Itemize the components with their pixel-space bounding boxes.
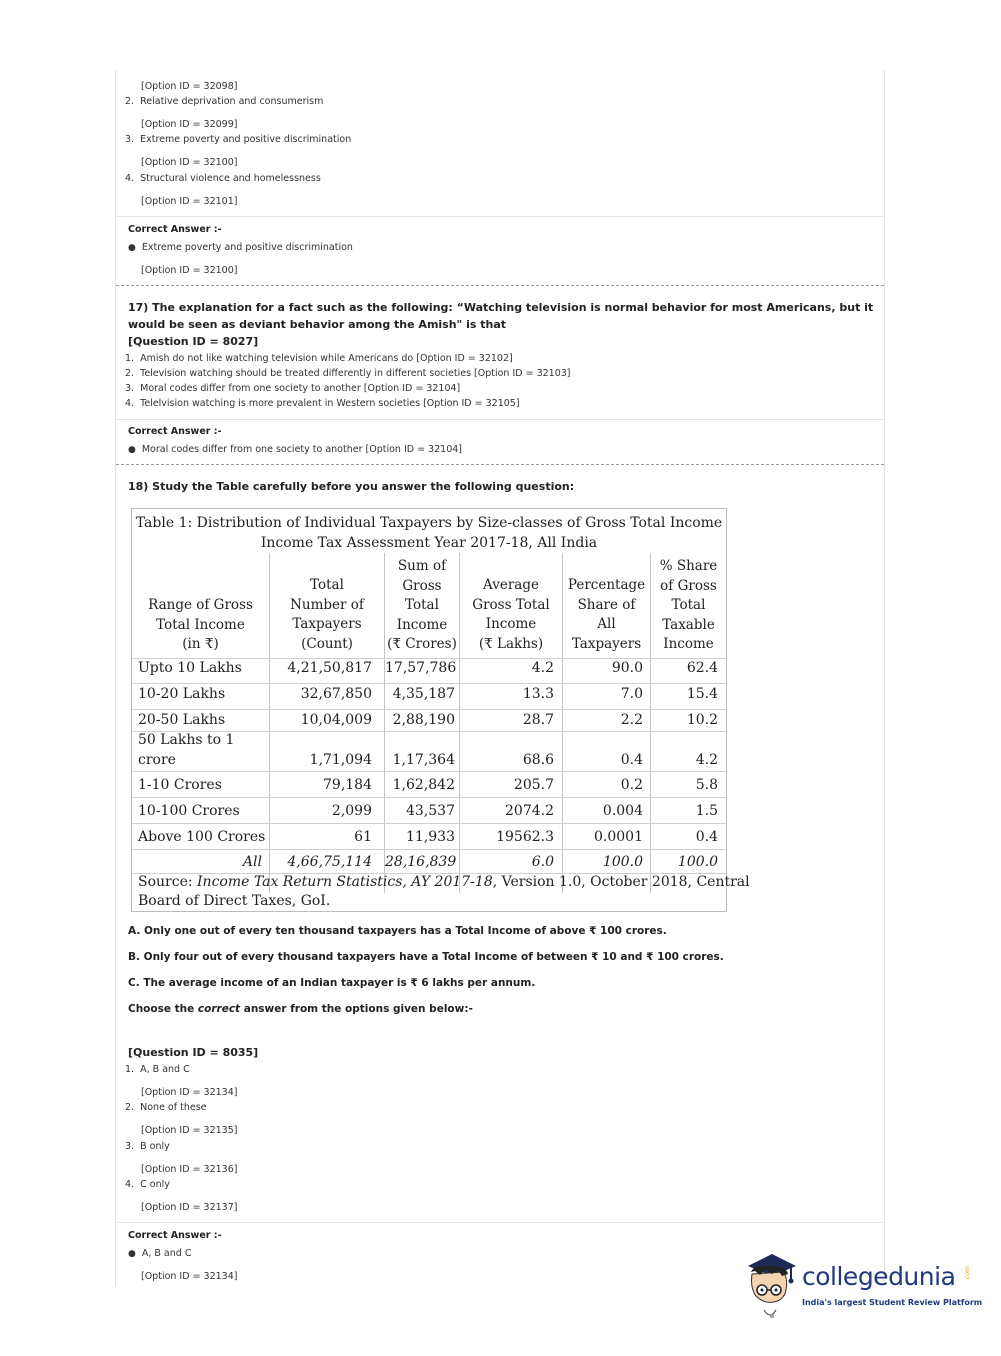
page-border-left — [115, 70, 116, 1286]
option-number: 1. — [125, 1064, 135, 1075]
question-text-line: 17) The explanation for a fact such as the following: “Watching television is normal behavior for most Americans, but it — [128, 301, 874, 314]
header-line: Gross Total — [472, 596, 550, 613]
option-1[interactable] — [125, 353, 513, 365]
cell-range: Upto 10 Lakhs — [138, 660, 242, 676]
header-line: Sum of — [397, 558, 447, 574]
header-line: Number of — [290, 596, 364, 613]
brand-suffix: .com — [963, 1266, 971, 1281]
row-rule — [132, 797, 726, 798]
option-4[interactable] — [125, 1179, 170, 1191]
option-3[interactable] — [125, 134, 351, 146]
cell-sum: 17,57,786 — [385, 660, 457, 676]
question-separator — [116, 464, 884, 465]
option-3[interactable] — [125, 383, 460, 395]
cell-percentage: 7.0 — [620, 686, 643, 702]
option-4[interactable] — [125, 398, 520, 410]
cell-average: 13.3 — [522, 686, 554, 702]
cell-range-continued: crore — [138, 752, 176, 768]
question-text-line: would be seen as deviant behavior among the Amish" is that — [128, 318, 507, 331]
header-line: (in ₹) — [182, 636, 219, 652]
bullet-icon: ● — [128, 445, 136, 455]
header-line: Total — [671, 597, 706, 613]
option-text: Television watching should be treated differently in different societies [Option ID = 32103] — [140, 368, 571, 379]
header-line: Total — [405, 597, 439, 613]
cell-average: 19562.3 — [496, 829, 554, 845]
cell-count: 32,67,850 — [300, 686, 372, 702]
cell-share: 10.2 — [686, 712, 718, 728]
correct-option-id: [Option ID = 32100] — [141, 265, 238, 276]
header-line: Taxpayers — [571, 635, 642, 652]
header-line: % Share — [659, 558, 718, 574]
option-number: 2. — [125, 368, 135, 379]
header-line: Income — [396, 616, 448, 633]
option-id: [Option ID = 32137] — [141, 1202, 238, 1213]
cell-sum: 28,16,839 — [385, 854, 457, 870]
option-text: A, B and C — [140, 1064, 190, 1075]
statement-b: B. Only four out of every thousand taxpayers have a Total Income of between ₹ 10 and ₹ 100 crores. — [128, 951, 724, 963]
header-line: Average — [483, 577, 539, 593]
option-id: [Option ID = 32100] — [141, 157, 238, 168]
header-line: Total — [310, 577, 344, 593]
option-text: Structural violence and homelessness — [140, 173, 321, 184]
source-prefix: Source: — [138, 874, 198, 890]
option-id: [Option ID = 32099] — [141, 119, 238, 130]
row-rule — [132, 771, 726, 772]
header-line: Taxable — [662, 616, 715, 633]
cell-share: 100.0 — [677, 854, 718, 870]
statement-c: C. The average income of an Indian taxpayer is ₹ 6 lakhs per annum. — [128, 977, 536, 989]
cell-count: 79,184 — [323, 777, 372, 793]
option-text: None of these — [140, 1102, 207, 1113]
instruction-emphasis: correct — [197, 1003, 241, 1015]
header-line: Share of — [577, 596, 636, 613]
cell-sum: 4,35,187 — [392, 686, 455, 702]
row-rule — [132, 683, 726, 684]
cell-percentage: 0.0001 — [594, 829, 643, 845]
option-1[interactable] — [125, 1064, 190, 1076]
cell-count: 4,21,50,817 — [287, 660, 372, 676]
correct-answer-text: Extreme poverty and positive discrimination — [141, 242, 353, 253]
choose-instruction — [128, 1002, 473, 1016]
option-text: B only — [140, 1141, 170, 1152]
cell-sum: 1,17,364 — [392, 752, 455, 768]
cell-sum: 11,933 — [406, 829, 455, 845]
source-title: Income Tax Return Statistics, AY 2017-18 — [197, 874, 493, 890]
bullet-icon: ● — [128, 1249, 136, 1259]
header-percentage — [563, 576, 650, 654]
header-line: Income — [663, 636, 714, 652]
instruction-prefix: Choose the — [128, 1003, 198, 1015]
correct-answer-label: Correct Answer :- — [128, 1230, 222, 1241]
statement-a: A. Only one out of every ten thousand taxpayers has a Total Income of above ₹ 100 crores. — [128, 925, 667, 937]
divider — [116, 216, 884, 217]
cell-share: 0.4 — [695, 829, 718, 845]
header-line: Taxpayers — [292, 616, 362, 632]
cell-count: 1,71,094 — [309, 752, 372, 768]
row-rule — [132, 823, 726, 824]
cell-range: All — [242, 854, 262, 870]
cell-range: 10-20 Lakhs — [138, 686, 226, 702]
option-id: [Option ID = 32135] — [141, 1125, 238, 1136]
mascot-icon — [742, 1250, 802, 1320]
option-number: 4. — [125, 173, 135, 184]
correct-answer — [128, 444, 462, 456]
option-text: Amish do not like watching television while Americans do [Option ID = 32102] — [140, 353, 513, 364]
correct-answer — [128, 242, 353, 254]
option-number: 1. — [125, 353, 135, 364]
header-line: Range of Gross — [148, 597, 253, 613]
cell-range: 1-10 Crores — [138, 777, 222, 793]
table-title: Table 1: Distribution of Individual Taxpayers by Size-classes of Gross Total Income — [135, 515, 723, 531]
table-subtitle: Income Tax Assessment Year 2017-18, All India — [260, 535, 598, 551]
cell-count: 61 — [354, 829, 372, 845]
cell-share: 4.2 — [695, 752, 718, 768]
cell-percentage: 100.0 — [602, 854, 643, 870]
option-4[interactable] — [125, 173, 321, 185]
divider — [116, 1222, 884, 1223]
option-text: Extreme poverty and positive discrimination — [140, 134, 352, 145]
header-range — [132, 596, 269, 655]
cell-share: 15.4 — [686, 686, 718, 702]
taxpayer-table — [131, 508, 750, 912]
cell-percentage: 0.4 — [620, 752, 643, 768]
bullet-icon: ● — [128, 243, 136, 253]
header-line: Income — [485, 616, 537, 632]
option-id: [Option ID = 32101] — [141, 196, 238, 207]
table-source-line2: Board of Direct Taxes, GoI. — [138, 893, 331, 909]
cell-average: 28.7 — [522, 712, 554, 728]
cell-count: 4,66,75,114 — [287, 854, 372, 870]
cell-percentage: 0.2 — [620, 777, 643, 793]
header-line: Total Income — [156, 616, 245, 633]
option-text: Relative deprivation and consumerism — [140, 96, 324, 107]
cell-count: 10,04,009 — [300, 712, 372, 728]
cell-percentage: 90.0 — [611, 660, 643, 676]
page-border-right — [884, 70, 885, 1286]
cell-average: 6.0 — [531, 854, 554, 870]
correct-answer-text: Moral codes differ from one society to another [Option ID = 32104] — [141, 444, 462, 455]
option-number: 4. — [125, 398, 135, 409]
cell-average: 4.2 — [531, 660, 554, 676]
option-id: [Option ID = 32134] — [141, 1087, 238, 1098]
option-3[interactable] — [125, 1141, 170, 1153]
question-18-heading: 18) Study the Table carefully before you answer the following question: — [128, 480, 575, 493]
header-average — [460, 576, 562, 654]
cell-share: 1.5 — [695, 803, 718, 819]
option-text: Moral codes differ from one society to another [Option ID = 32104] — [140, 383, 461, 394]
header-line: Gross — [402, 577, 442, 594]
option-number: 3. — [125, 1141, 135, 1152]
header-count — [270, 576, 384, 654]
option-number: 3. — [125, 383, 135, 394]
header-line: Percentage — [567, 577, 646, 593]
option-id: [Option ID = 32136] — [141, 1164, 238, 1175]
header-line: of Gross — [660, 577, 717, 594]
row-rule — [132, 849, 726, 850]
source-suffix: , Version 1.0, October 2018, Central — [492, 874, 750, 890]
header-line: (Count) — [301, 635, 353, 652]
cell-range: 20-50 Lakhs — [138, 712, 226, 728]
cell-share: 5.8 — [695, 777, 718, 793]
instruction-suffix: answer from the options given below:- — [240, 1003, 473, 1015]
option-number: 2. — [125, 96, 135, 107]
correct-option-id: [Option ID = 32134] — [141, 1271, 238, 1282]
brand-tagline: India's largest Student Review Platform — [802, 1298, 983, 1307]
header-line: (₹ Lakhs) — [478, 635, 544, 652]
brand-name: collegedunia — [802, 1262, 956, 1291]
option-text: Telelvision watching is more prevalent in Western societies [Option ID = 32105] — [140, 398, 520, 409]
header-line: (₹ Crores) — [387, 636, 457, 652]
question-id: [Question ID = 8035] — [128, 1046, 259, 1059]
cell-sum: 2,88,190 — [392, 712, 455, 728]
cell-sum: 1,62,842 — [392, 777, 455, 793]
cell-sum: 43,537 — [406, 803, 455, 819]
table-source — [138, 873, 750, 892]
option-number: 3. — [125, 134, 135, 145]
cell-range: 50 Lakhs to 1 — [138, 732, 235, 748]
cell-range: Above 100 Crores — [138, 829, 266, 845]
cell-count: 2,099 — [331, 803, 372, 819]
option-number: 2. — [125, 1102, 135, 1113]
cell-range: 10-100 Crores — [138, 803, 240, 819]
cell-average: 205.7 — [513, 777, 554, 793]
cell-average: 2074.2 — [505, 803, 554, 819]
cell-percentage: 2.2 — [620, 712, 643, 728]
cell-share: 62.4 — [686, 660, 718, 676]
row-rule — [132, 709, 726, 710]
collegedunia-logo[interactable] — [742, 1250, 983, 1320]
option-text: C only — [140, 1179, 170, 1190]
option-number: 4. — [125, 1179, 135, 1190]
question-separator — [116, 285, 884, 286]
cell-average: 68.6 — [522, 752, 554, 768]
correct-answer-text: A, B and C — [141, 1248, 192, 1259]
option-2[interactable] — [125, 1102, 207, 1114]
header-share — [651, 557, 726, 655]
correct-answer — [128, 1248, 191, 1260]
correct-answer-label: Correct Answer :- — [128, 224, 222, 235]
header-sum — [385, 557, 459, 655]
divider — [116, 419, 884, 420]
cell-percentage: 0.004 — [602, 803, 643, 819]
question-id: [Question ID = 8027] — [128, 335, 259, 348]
option-2[interactable] — [125, 368, 571, 380]
correct-answer-label: Correct Answer :- — [128, 426, 222, 437]
option-2[interactable] — [125, 96, 323, 108]
header-line: All — [597, 616, 616, 632]
option-id: [Option ID = 32098] — [141, 81, 238, 92]
